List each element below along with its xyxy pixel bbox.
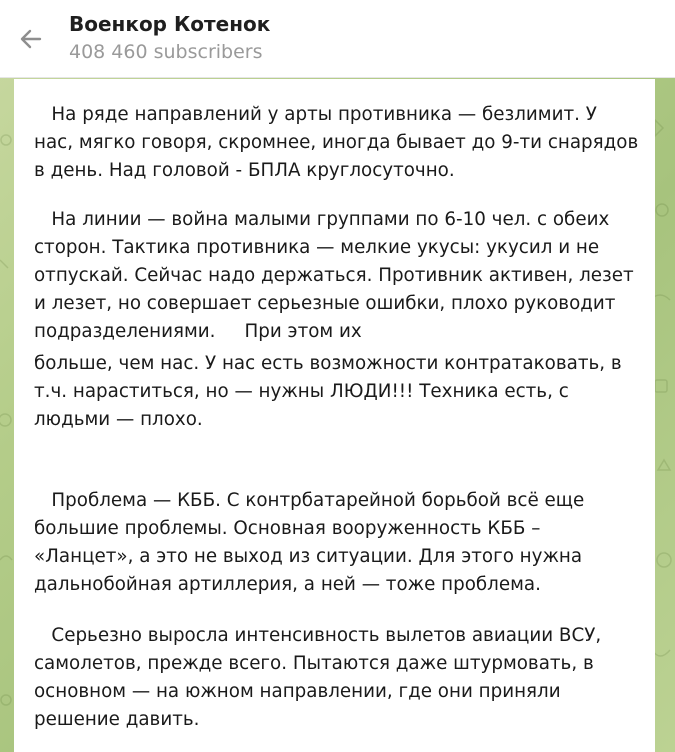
message-paragraph	[34, 101, 649, 185]
subscriber-count: 408 460 subscribers	[69, 41, 263, 63]
arrow-left-icon	[18, 26, 44, 52]
message-line: самолетов, прежде всего. Пытаются даже штурмовать, в	[34, 653, 594, 674]
message-line: «Ланцет», а это не выход из ситуации. Для этого нужна	[34, 546, 583, 567]
message-line: Проблема — КББ. С контрбатарейной борьбой всё еще	[34, 490, 585, 511]
message-line: На линии — война малыми группами по 6-10 чел. с обеих	[34, 209, 610, 230]
message-bubble	[14, 79, 655, 752]
message-paragraph	[34, 622, 649, 734]
message-line: т.ч. нараститься, но — нужны ЛЮДИ!!! Техника есть, с	[34, 381, 569, 402]
message-line: в день. Над головой - БПЛА круглосуточно.	[34, 160, 455, 181]
channel-title[interactable]: Военкор Котенок	[69, 12, 271, 36]
message-line: большие проблемы. Основная вооруженность КББ –	[34, 518, 541, 539]
message-line: решение давить.	[34, 709, 200, 730]
message-line: На ряде направлений у арты противника — безлимит. У	[34, 104, 597, 125]
chat-header	[0, 0, 675, 78]
message-line: основном — на южном направлении, где они приняли	[34, 681, 561, 702]
message-paragraph	[34, 206, 649, 346]
message-line: людьми — плохо.	[34, 409, 203, 430]
message-paragraph	[34, 487, 649, 599]
message-line: сторон. Тактика противника — мелкие укусы: укусил и не	[34, 237, 600, 258]
message-line: нас, мягко говоря, скромнее, иногда бывает до 9-ти снарядов	[34, 132, 639, 153]
back-button[interactable]	[12, 20, 50, 58]
message-paragraph	[34, 350, 649, 434]
message-line: дальнобойная артиллерия, а ней — тоже проблема.	[34, 574, 541, 595]
message-line: отпускай. Сейчас надо держаться. Противник активен, лезет	[34, 265, 634, 286]
message-line: больше, чем нас. У нас есть возможности контратаковать, в	[34, 353, 622, 374]
message-line: подразделениями. При этом их	[34, 321, 362, 342]
message-line: и лезет, но совершает серьезные ошибки, плохо руководит	[34, 293, 616, 314]
message-line: Серьезно выросла интенсивность вылетов авиации ВСУ,	[34, 625, 602, 646]
